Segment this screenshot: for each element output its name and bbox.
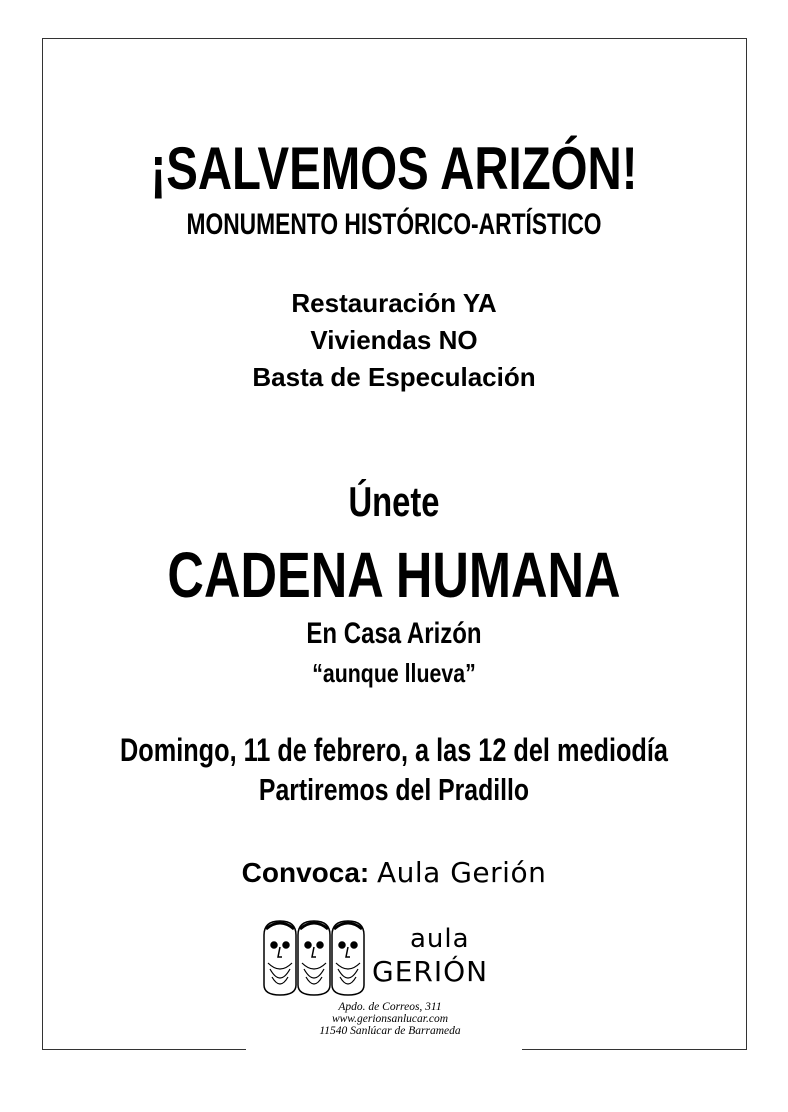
- organizer-name: Aula Gerión: [377, 856, 547, 889]
- slogan-restauracion: Restauración YA: [291, 288, 497, 318]
- organizer-line: [0, 856, 788, 889]
- address-city: 11540 Sanlúcar de Barrameda: [319, 1025, 461, 1037]
- event-location: En Casa Arizón: [306, 617, 482, 650]
- event-date-time: Domingo, 11 de febrero, a las 12 del mediodía: [120, 732, 668, 768]
- subheadline: MONUMENTO HISTÓRICO-ARTÍSTICO: [186, 208, 602, 241]
- logo-word-aula: aula: [410, 924, 470, 954]
- frame-gap: [246, 1044, 522, 1058]
- event-start-point: Partiremos del Pradillo: [258, 772, 530, 807]
- head-1-icon: [264, 921, 296, 995]
- event-note: “aunque llueva”: [312, 658, 476, 688]
- event-title: CADENA HUMANA: [167, 539, 621, 611]
- head-3-icon: [332, 921, 364, 995]
- slogan-viviendas: Viviendas NO: [310, 325, 478, 355]
- slogan-especulacion: Basta de Especulación: [252, 362, 536, 392]
- join-text: Únete: [348, 478, 440, 525]
- headline: ¡SALVEMOS ARIZÓN!: [150, 135, 638, 202]
- address-website: www.gerionsanlucar.com: [331, 1013, 449, 1025]
- logo-word-gerion: GERIÓN: [372, 955, 489, 988]
- organizer-label: Convoca:: [241, 857, 370, 888]
- head-2-icon: [298, 921, 330, 995]
- address-po-box: Apdo. de Correos, 311: [338, 1001, 442, 1013]
